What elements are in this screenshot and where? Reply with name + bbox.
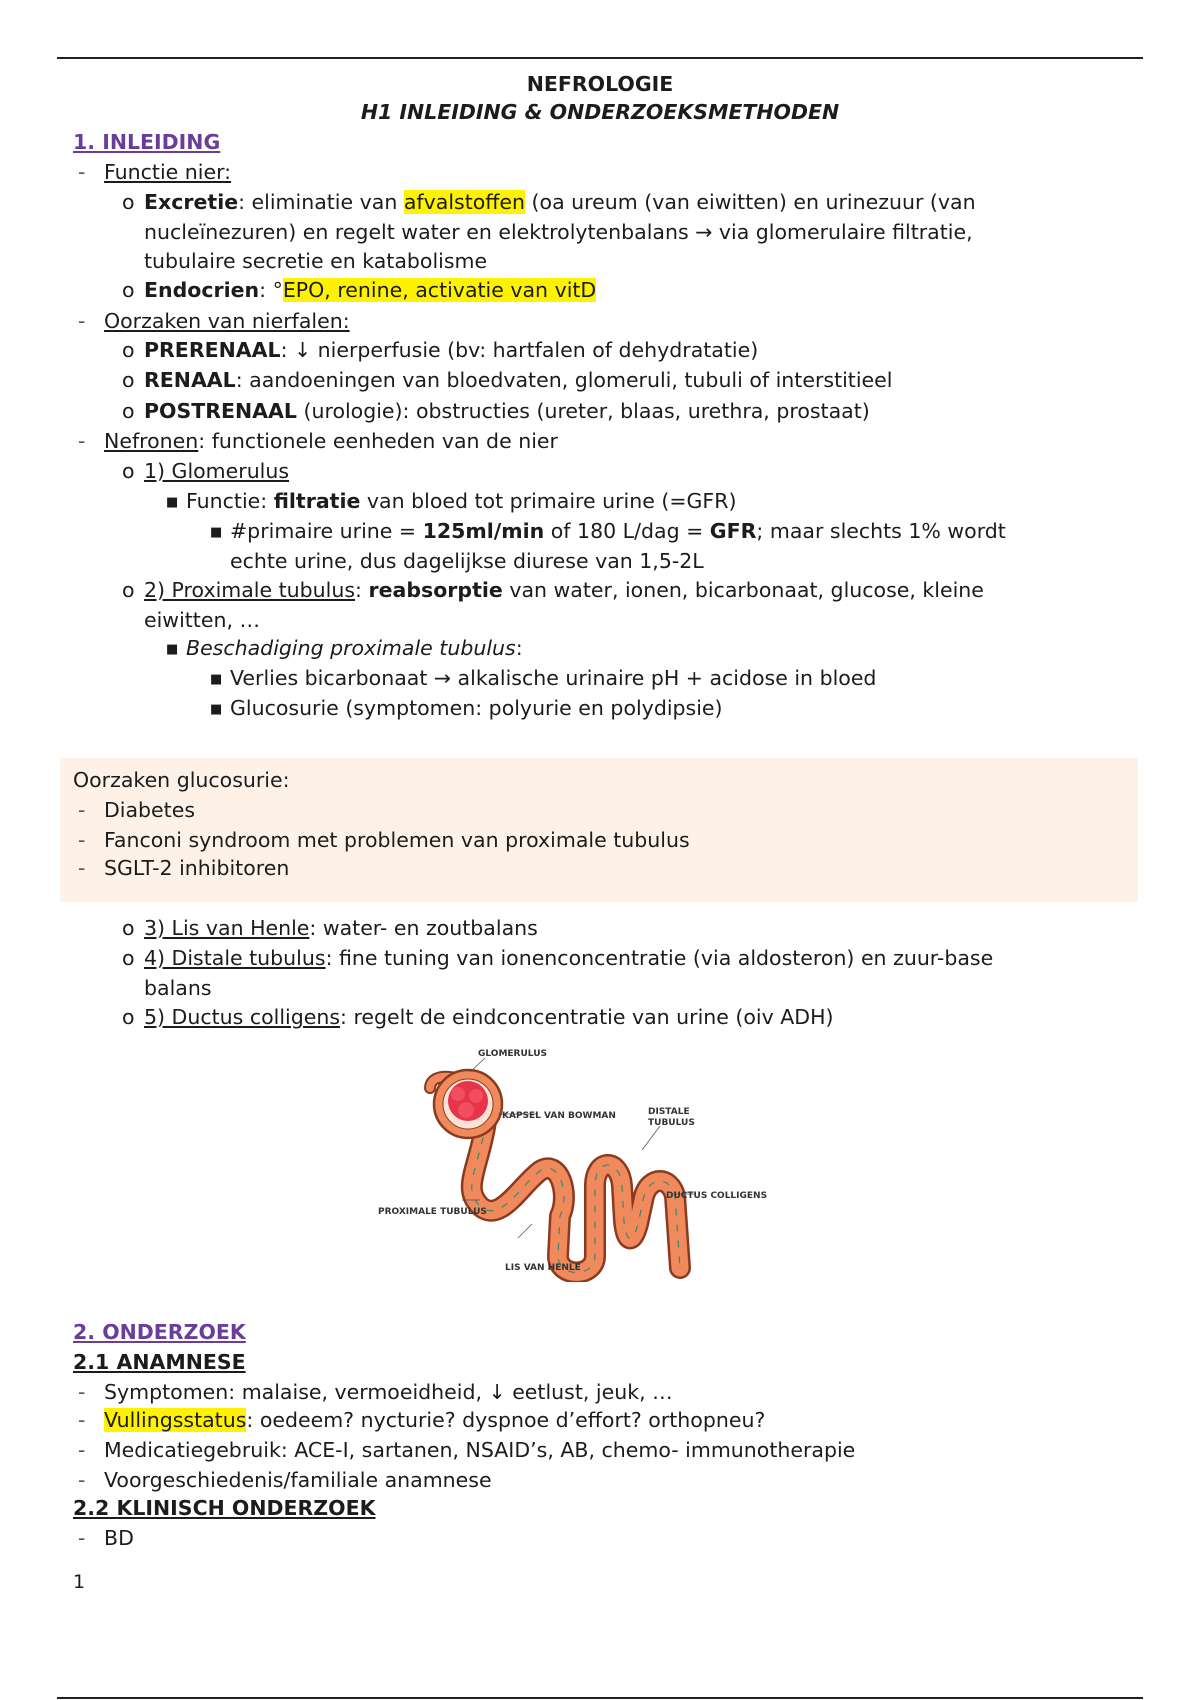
bullet-symptomen: - Symptomen: malaise, vermoeidheid, ↓ eetlust, jeuk, …: [78, 1380, 673, 1404]
item-excretie: o Excretie: eliminatie van afvalstoffen (oa ureum (van eiwitten) en urinezuur (van: [122, 190, 976, 214]
urine-bold: 125ml/min: [422, 519, 545, 543]
section-heading-inleiding: 1. INLEIDING: [73, 130, 221, 154]
symptomen-text: Symptomen: malaise, vermoeidheid, ↓ eetlust, jeuk, …: [104, 1380, 673, 1404]
prerenaal-term: PRERENAAL: [144, 338, 281, 362]
distale-line-2: balans: [144, 976, 212, 1000]
page-content: [0, 66, 1200, 1626]
beschadiging-glucosurie: ■ Glucosurie (symptomen: polyurie en polydipsie): [210, 696, 723, 720]
proximale-label: 2) Proximale tubulus: [144, 578, 356, 602]
nephron-diagram: [370, 1046, 830, 1282]
excretie-line-2: nucleïnezuren) en regelt water en elektrolytenbalans → via glomerulaire filtratie,: [144, 220, 973, 244]
label-ductus-colligens: DUCTUS COLLIGENS: [666, 1191, 768, 1201]
highlight-vullingsstatus: Vullingsstatus: [104, 1408, 247, 1432]
medicatie-text: Medicatiegebruik: ACE-I, sartanen, NSAID’s, AB, chemo- immunotherapie: [104, 1438, 856, 1462]
bullet-medicatie: - Medicatiegebruik: ACE-I, sartanen, NSAID’s, AB, chemo- immunotherapie: [78, 1438, 856, 1462]
item-ductus-colligens: o 5) Ductus colligens: regelt de eindconcentratie van urine (oiv ADH): [122, 1005, 834, 1029]
endocrien-term: Endocrien: [144, 278, 260, 302]
proximale-line-2: eiwitten, …: [144, 608, 260, 632]
bd-text: BD: [104, 1526, 134, 1550]
proximale-beschadiging: ■ Beschadiging proximale tubulus:: [166, 636, 523, 660]
callout-item: - SGLT-2 inhibitoren: [78, 856, 290, 880]
glomerulus-urine-line-2: echte urine, dus dagelijkse diurese van 1,5-2L: [230, 549, 704, 573]
distale-text: : fine tuning van ionenconcentratie (via aldosteron) en zuur-base: [325, 946, 994, 970]
proximale-bold: reabsorptie: [368, 578, 503, 602]
bullet-nefronen: - Nefronen: functionele eenheden van de nier: [78, 429, 558, 453]
bullet-functie-nier: - Functie nier:: [78, 160, 232, 184]
endocrien-text-pre: : °: [259, 278, 283, 302]
urine-mid: of 180 L/dag =: [544, 519, 710, 543]
glomerulus-shape: [434, 1070, 502, 1138]
beschadiging-verlies: ■ Verlies bicarbonaat → alkalische urinaire pH + acidose in bloed: [210, 666, 877, 690]
subsection-heading-klinisch-onderzoek: 2.2 KLINISCH ONDERZOEK: [73, 1496, 376, 1520]
bottom-rule: [57, 1697, 1143, 1699]
excretie-term: Excretie: [144, 190, 239, 214]
item-lis-van-henle: o 3) Lis van Henle: water- en zoutbalans: [122, 916, 538, 940]
label-proximale-tubulus: PROXIMALE TUBULUS: [378, 1207, 487, 1217]
label-distale-1: DISTALE: [648, 1107, 690, 1117]
label-kapsel-van-bowman: KAPSEL VAN BOWMAN: [502, 1111, 616, 1121]
bullet-oorzaken-nierfalen: - Oorzaken van nierfalen:: [78, 309, 350, 333]
label-distale-2: TUBULUS: [648, 1118, 695, 1128]
highlight-afvalstoffen: afvalstoffen: [403, 190, 526, 214]
label-glomerulus: GLOMERULUS: [478, 1049, 547, 1059]
distale-label: 4) Distale tubulus: [144, 946, 326, 970]
nefronen-label: Nefronen: [104, 429, 199, 453]
excretie-text-pre: : eliminatie van: [238, 190, 404, 214]
item-endocrien: o Endocrien: °EPO, renine, activatie van vitD: [122, 278, 597, 302]
subsection-heading-anamnese: 2.1 ANAMNESE: [73, 1350, 246, 1374]
postrenaal-term: POSTRENAAL: [144, 399, 297, 423]
urine-post: ; maar slechts 1% wordt: [756, 519, 1006, 543]
callout-item: - Diabetes: [78, 798, 195, 822]
item-renaal: o RENAAL: aandoeningen van bloedvaten, glomeruli, tubuli of interstitieel: [122, 368, 893, 392]
callout-oorzaken-glucosurie: [60, 758, 1138, 902]
renaal-term: RENAAL: [144, 368, 236, 392]
functie-pre: Functie:: [186, 489, 274, 513]
glomerulus-primaire-urine: ■ #primaire urine = 125ml/min of 180 L/dag = GFR; maar slechts 1% wordt: [210, 519, 1006, 543]
ductus-label: 5) Ductus colligens: [144, 1005, 341, 1029]
prerenaal-text: : ↓ nierperfusie (bv: hartfalen of dehydratatie): [280, 338, 759, 362]
section-heading-onderzoek: 2. ONDERZOEK: [73, 1320, 246, 1344]
document-subtitle: H1 INLEIDING & ONDERZOEKSMETHODEN: [360, 100, 840, 124]
postrenaal-text: (urologie): obstructies (ureter, blaas, urethra, prostaat): [296, 399, 870, 423]
glucosurie-text: Glucosurie (symptomen: polyurie en polydipsie): [230, 696, 723, 720]
highlight-epo: EPO, renine, activatie van vitD: [282, 278, 597, 302]
urine-bold-gfr: GFR: [709, 519, 757, 543]
callout-item-text: Fanconi syndroom met problemen van proximale tubulus: [104, 828, 690, 852]
excretie-line-3: tubulaire secretie en katabolisme: [144, 249, 488, 273]
glomerulus-label: 1) Glomerulus: [144, 459, 290, 483]
bullet-bd: - BD: [78, 1526, 134, 1550]
proximale-colon: :: [355, 578, 369, 602]
callout-item-text: Diabetes: [104, 798, 195, 822]
beschadiging-label: Beschadiging proximale tubulus: [186, 636, 516, 660]
proximale-post: van water, ionen, bicarbonaat, glucose, kleine: [502, 578, 984, 602]
callout-title: Oorzaken glucosurie:: [73, 768, 290, 792]
excretie-text-post: (oa ureum (van eiwitten) en urinezuur (van: [525, 190, 976, 214]
renaal-text: : aandoeningen van bloedvaten, glomeruli, tubuli of interstitieel: [235, 368, 893, 392]
nefronen-text: : functionele eenheden van de nier: [198, 429, 558, 453]
page-number: 1: [73, 1571, 86, 1593]
urine-pre: #primaire urine =: [230, 519, 423, 543]
vullingsstatus-text: : oedeem? nycturie? dyspnoe d’effort? orthopneu?: [246, 1408, 766, 1432]
document-title: NEFROLOGIE: [526, 72, 674, 96]
functie-post: van bloed tot primaire urine (=GFR): [360, 489, 737, 513]
bullet-vullingsstatus: - Vullingsstatus: oedeem? nycturie? dyspnoe d’effort? orthopneu?: [78, 1408, 766, 1432]
item-proximale-tubulus: o 2) Proximale tubulus: reabsorptie van water, ionen, bicarbonaat, glucose, kleine: [122, 578, 984, 602]
glomerulus-functie: ■ Functie: filtratie van bloed tot primaire urine (=GFR): [166, 489, 737, 513]
callout-item: - Fanconi syndroom met problemen van proximale tubulus: [78, 828, 690, 852]
item-distale-tubulus: o 4) Distale tubulus: fine tuning van ionenconcentratie (via aldosteron) en zuur-base: [122, 946, 994, 970]
oorzaken-label: Oorzaken van nierfalen:: [104, 309, 350, 333]
top-rule: [57, 57, 1143, 59]
henle-label: 3) Lis van Henle: [144, 916, 310, 940]
henle-text: : water- en zoutbalans: [309, 916, 538, 940]
item-prerenaal: o PRERENAAL: ↓ nierperfusie (bv: hartfalen of dehydratatie): [122, 338, 759, 362]
label-lis-van-henle: LIS VAN HENLE: [505, 1263, 581, 1273]
functie-label: Functie nier:: [104, 160, 232, 184]
callout-item-text: SGLT-2 inhibitoren: [104, 856, 290, 880]
functie-bold: filtratie: [273, 489, 361, 513]
verlies-text: Verlies bicarbonaat → alkalische urinaire pH + acidose in bloed: [230, 666, 877, 690]
beschadiging-colon: :: [515, 636, 523, 660]
bullet-voorgeschiedenis: - Voorgeschiedenis/familiale anamnese: [78, 1468, 492, 1492]
item-postrenaal: o POSTRENAAL (urologie): obstructies (ureter, blaas, urethra, prostaat): [122, 399, 870, 423]
item-glomerulus: o 1) Glomerulus: [122, 459, 290, 483]
voorgeschiedenis-text: Voorgeschiedenis/familiale anamnese: [104, 1468, 492, 1492]
ductus-text: : regelt de eindconcentratie van urine (oiv ADH): [340, 1005, 834, 1029]
